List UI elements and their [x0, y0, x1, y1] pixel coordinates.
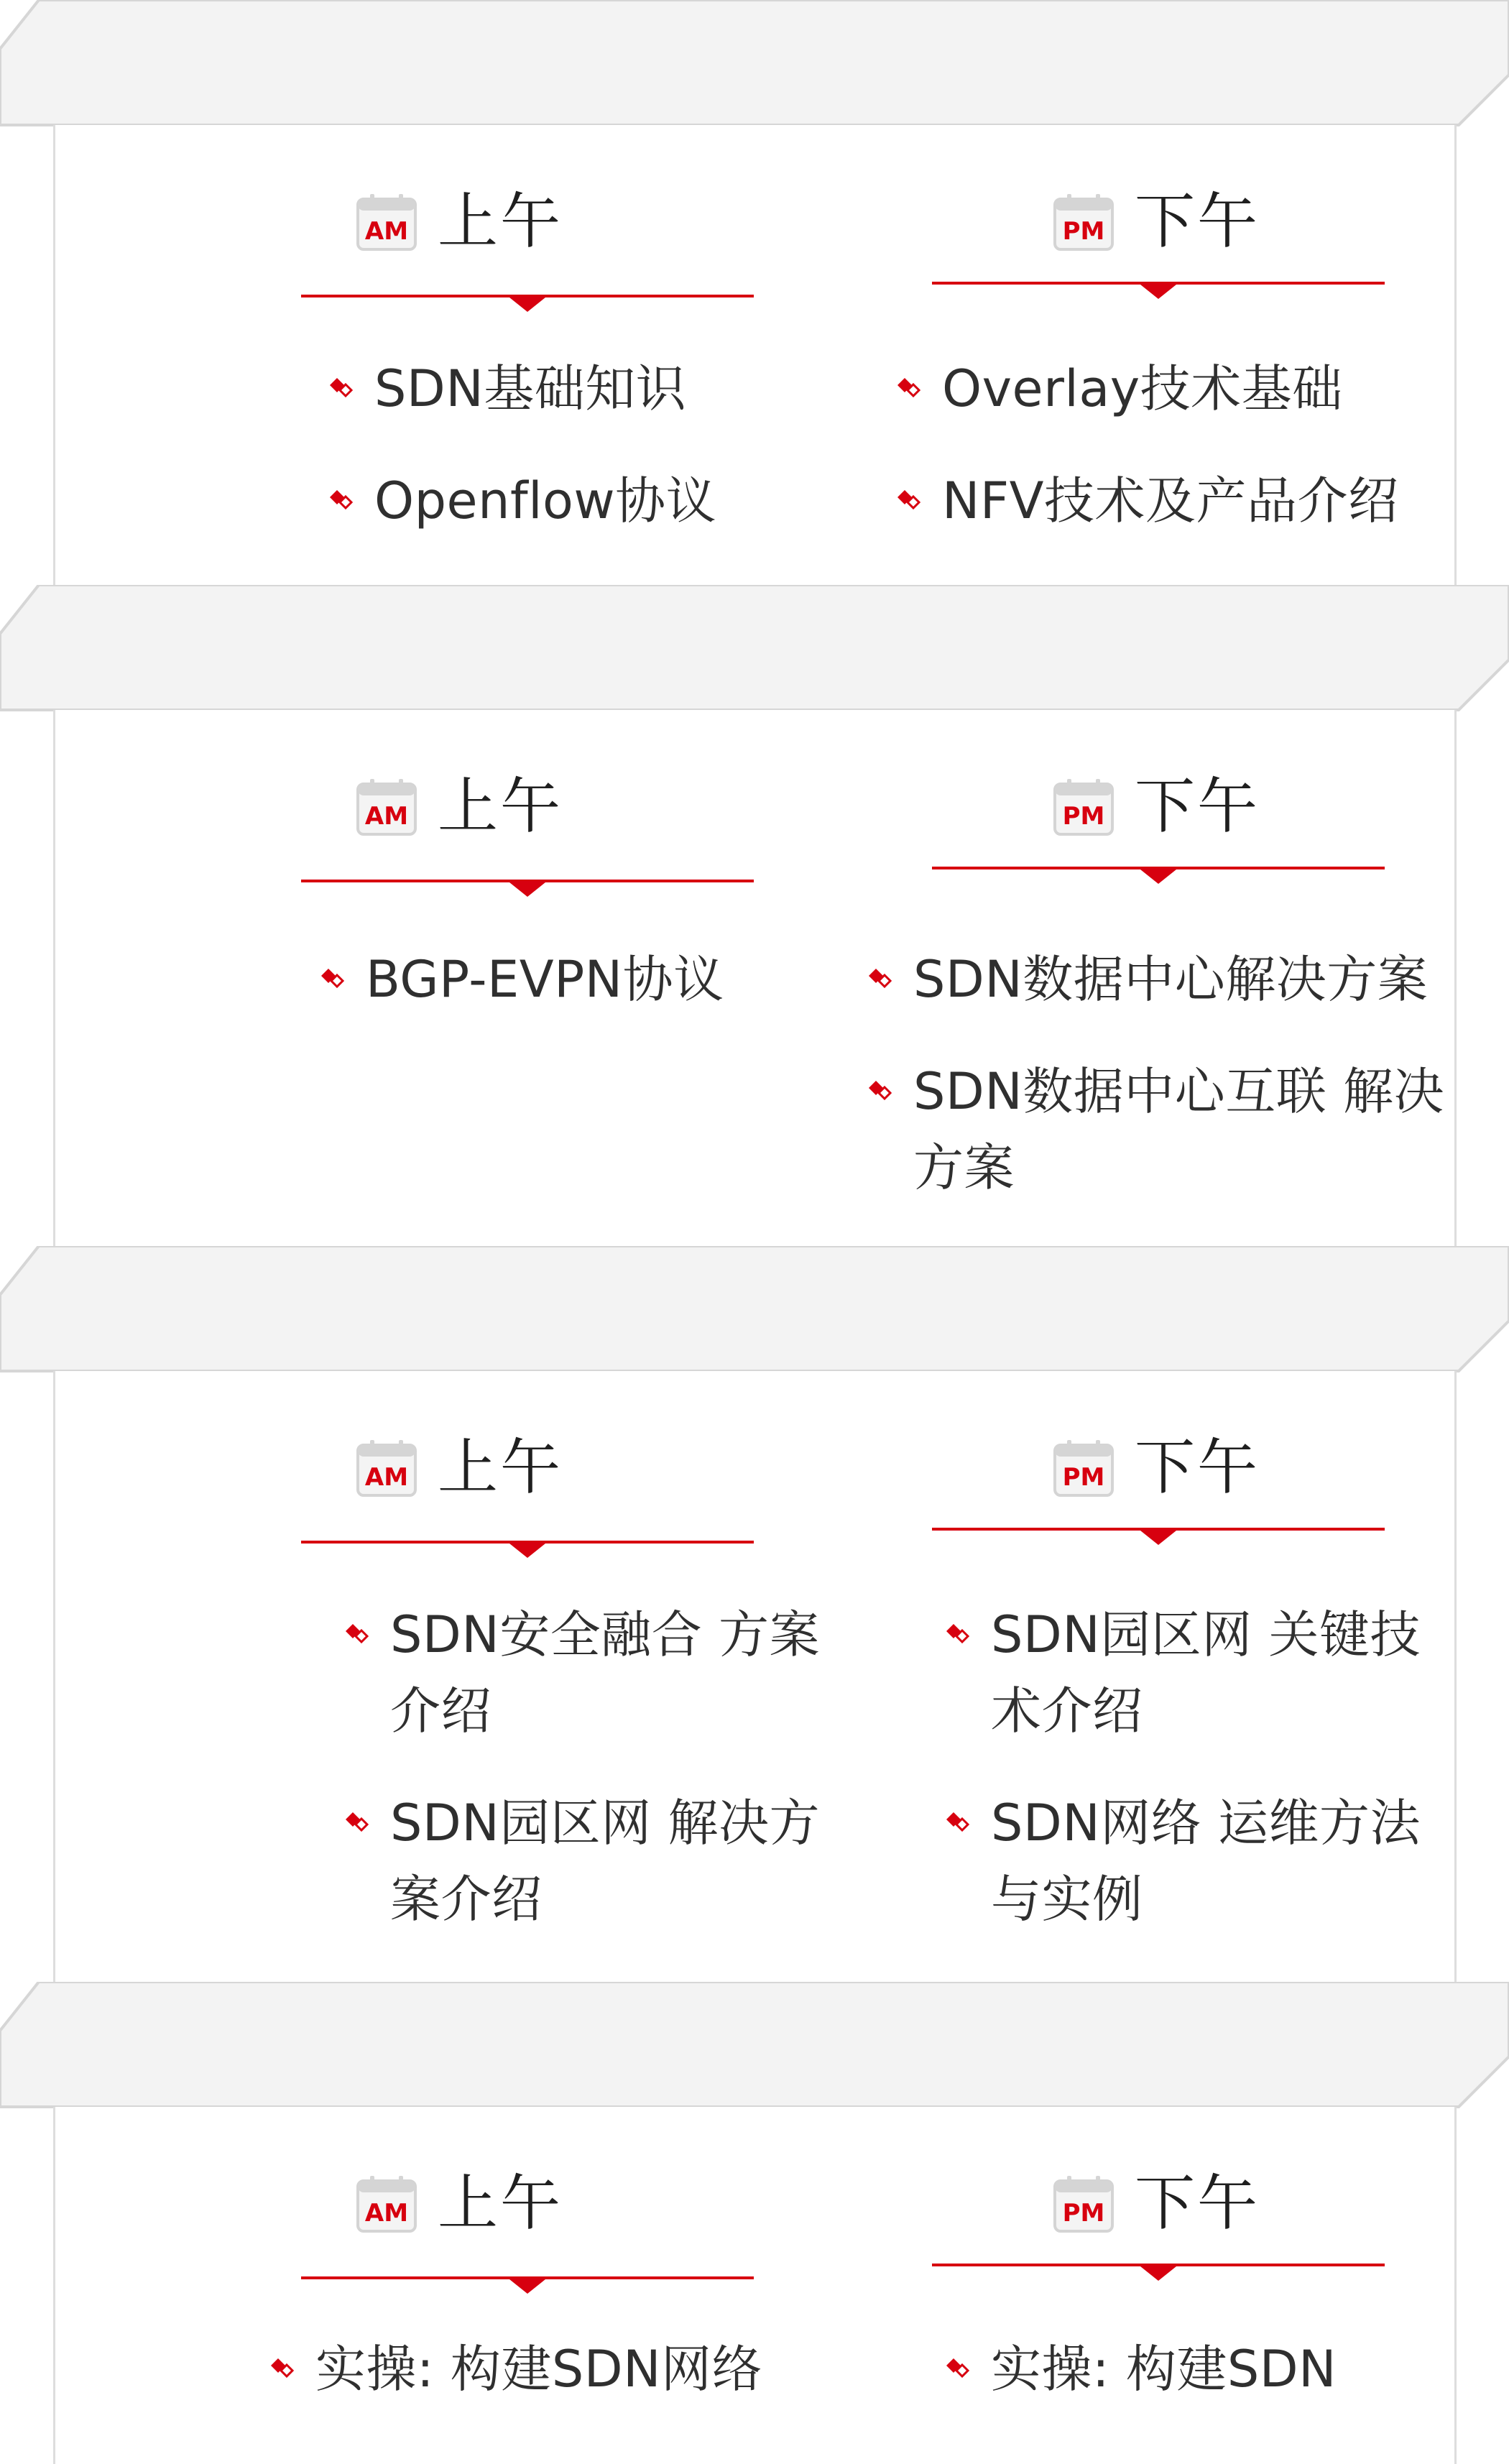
day-card [53, 710, 1457, 1246]
calendar-badge-text: PM [1062, 802, 1105, 831]
diamond-bullet-icon [330, 488, 354, 512]
day-banner [0, 1982, 1509, 2110]
topic-item: 实操: 构建SDN [946, 2331, 1449, 2407]
topic-item: Overlay技术基础 [897, 351, 1444, 427]
section-divider [301, 880, 754, 882]
diamond-bullet-icon [869, 966, 893, 991]
topic-item: SDN数据中心互联 解决方案 [869, 1053, 1458, 1206]
day-card [53, 125, 1457, 585]
topic-item: 实操: 构建SDN网络 [271, 2331, 839, 2407]
topic-item: SDN园区网 解决方案介绍 [346, 1785, 834, 1937]
calendar-icon [1053, 191, 1115, 252]
pm-header [1053, 185, 1260, 257]
topic-list [946, 1597, 1449, 1973]
topic-item: Openflow协议 [330, 463, 833, 539]
topic-list [869, 941, 1458, 1242]
calendar-icon [356, 2173, 417, 2233]
pm-header [1053, 1431, 1260, 1503]
topic-item: SDN安全融合 方案介绍 [346, 1597, 834, 1749]
am-header [356, 770, 563, 842]
topic-item: SDN数据中心解决方案 [869, 941, 1458, 1018]
topic-item: BGP-EVPN协议 [321, 941, 824, 1018]
calendar-badge-text: PM [1062, 2199, 1105, 2228]
calendar-icon [1053, 776, 1115, 836]
session-title: 上午 [438, 186, 563, 257]
calendar-badge-text: PM [1062, 217, 1105, 246]
diamond-bullet-icon [271, 2356, 295, 2381]
session-title: 上午 [438, 1432, 563, 1503]
topic-list [897, 351, 1444, 575]
am-header [356, 2167, 563, 2239]
section-divider [932, 1528, 1385, 1531]
diamond-bullet-icon [946, 1622, 971, 1646]
day-banner [0, 0, 1509, 128]
diamond-bullet-icon [346, 1622, 370, 1646]
calendar-badge-text: AM [364, 217, 409, 246]
calendar-badge-text: AM [364, 1463, 409, 1492]
topic-list [330, 351, 833, 575]
session-title: 上午 [438, 2168, 563, 2238]
topic-item: SDN网络 运维方法与实例 [946, 1785, 1449, 1937]
session-title: 上午 [438, 771, 563, 841]
calendar-badge-text: AM [364, 2199, 409, 2228]
section-divider [932, 2264, 1385, 2266]
calendar-icon [1053, 1437, 1115, 1498]
diamond-bullet-icon [321, 966, 346, 991]
section-divider [301, 295, 754, 297]
day-banner [0, 1246, 1509, 1374]
session-title: 下午 [1135, 771, 1260, 841]
am-header [356, 1431, 563, 1503]
diamond-bullet-icon [330, 376, 354, 400]
section-divider [301, 2276, 754, 2279]
session-title: 下午 [1135, 2168, 1260, 2238]
topic-list [946, 2331, 1449, 2443]
day-card [53, 1371, 1457, 1982]
calendar-badge-text: PM [1062, 1463, 1105, 1492]
section-divider [932, 867, 1385, 869]
section-divider [932, 282, 1385, 285]
session-title: 下午 [1135, 186, 1260, 257]
calendar-icon [1053, 2173, 1115, 2233]
topic-list [346, 1597, 834, 1973]
session-title: 下午 [1135, 1432, 1260, 1503]
calendar-icon [356, 776, 417, 836]
day-card [53, 2107, 1457, 2464]
topic-item: SDN园区网 关键技术介绍 [946, 1597, 1449, 1749]
topic-list [271, 2331, 839, 2443]
calendar-icon [356, 1437, 417, 1498]
diamond-bullet-icon [869, 1079, 893, 1103]
pm-header [1053, 770, 1260, 842]
diamond-bullet-icon [897, 488, 922, 512]
day-banner [0, 585, 1509, 713]
diamond-bullet-icon [946, 1810, 971, 1835]
topic-list [321, 941, 824, 1053]
calendar-badge-text: AM [364, 802, 409, 831]
topic-item: SDN基础知识 [330, 351, 833, 427]
diamond-bullet-icon [346, 1810, 370, 1835]
am-header [356, 185, 563, 257]
calendar-icon [356, 191, 417, 252]
diamond-bullet-icon [946, 2356, 971, 2381]
pm-header [1053, 2167, 1260, 2239]
diamond-bullet-icon [897, 376, 922, 400]
section-divider [301, 1541, 754, 1544]
topic-item: NFV技术及产品介绍 [897, 463, 1444, 539]
